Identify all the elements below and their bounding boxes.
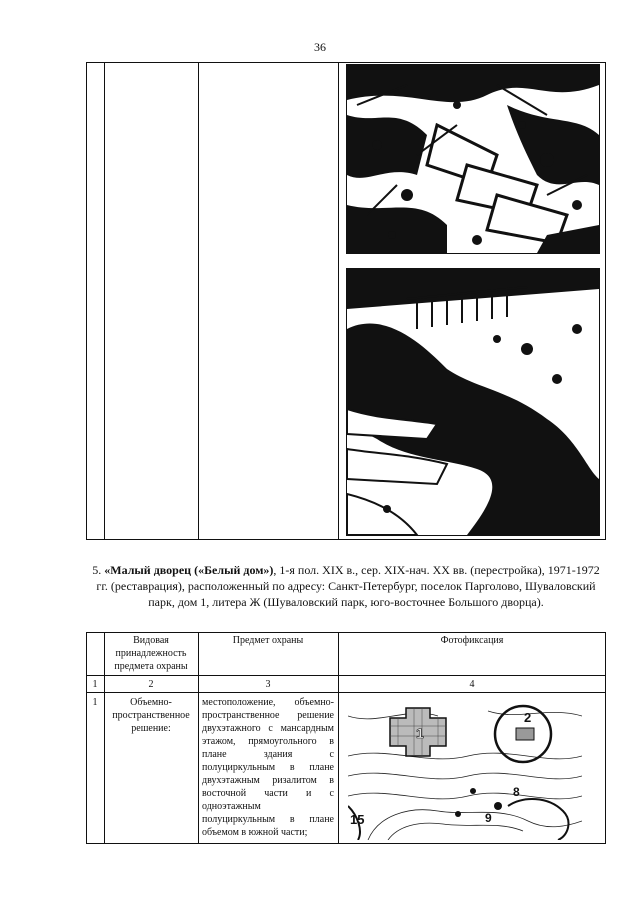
col-number-3: 3: [265, 679, 271, 690]
garden-photo: [346, 64, 600, 254]
col-number-4: 4: [469, 679, 475, 690]
pond-photo: [346, 268, 600, 536]
map-label-9: 9: [485, 811, 492, 825]
section-number: 5.: [92, 563, 102, 577]
row-number: 1: [92, 697, 98, 708]
col-number-2: 2: [148, 679, 154, 690]
map-label-2: 2: [524, 710, 532, 725]
header-type: Видовая принадлежность предмета охраны: [114, 635, 188, 672]
site-map: [348, 696, 582, 840]
header-photo: Фотофиксация: [440, 635, 504, 646]
section-details: , 1-я пол. XIX в., сер. XIX-нач. XX вв. (перестройка), 1971-1972 гг. (реставрация), расположенный по адресу: Санкт-Петербург, поселок Парголово, Шуваловский парк, дом 1, литера Ж (Шуваловский парк, юго-восточнее Большого дворца).: [96, 563, 600, 609]
protection-table: [86, 632, 606, 844]
map-label-1: 1: [416, 725, 424, 741]
map-label-15: 15: [350, 812, 365, 827]
section-title: «Малый дворец («Белый дом»): [104, 563, 274, 577]
page-number: 36: [314, 40, 326, 54]
col-number-1: 1: [92, 679, 98, 690]
map-label-8: 8: [513, 785, 520, 799]
header-subject: Предмет охраны: [232, 635, 304, 646]
row-description: местоположение, объемно-пространственное решение двухэтажного с мансардным этажом, прямоугольного в плане здания с полуциркульным в плане двухэтажным ризалитом в восточной части и с одноэтажным полуциркульным в плане объемом в южной части;: [202, 697, 334, 838]
continuation-table: [86, 62, 606, 540]
row-type: Объемно-пространственное решение:: [112, 697, 190, 734]
section-heading: [86, 562, 606, 610]
